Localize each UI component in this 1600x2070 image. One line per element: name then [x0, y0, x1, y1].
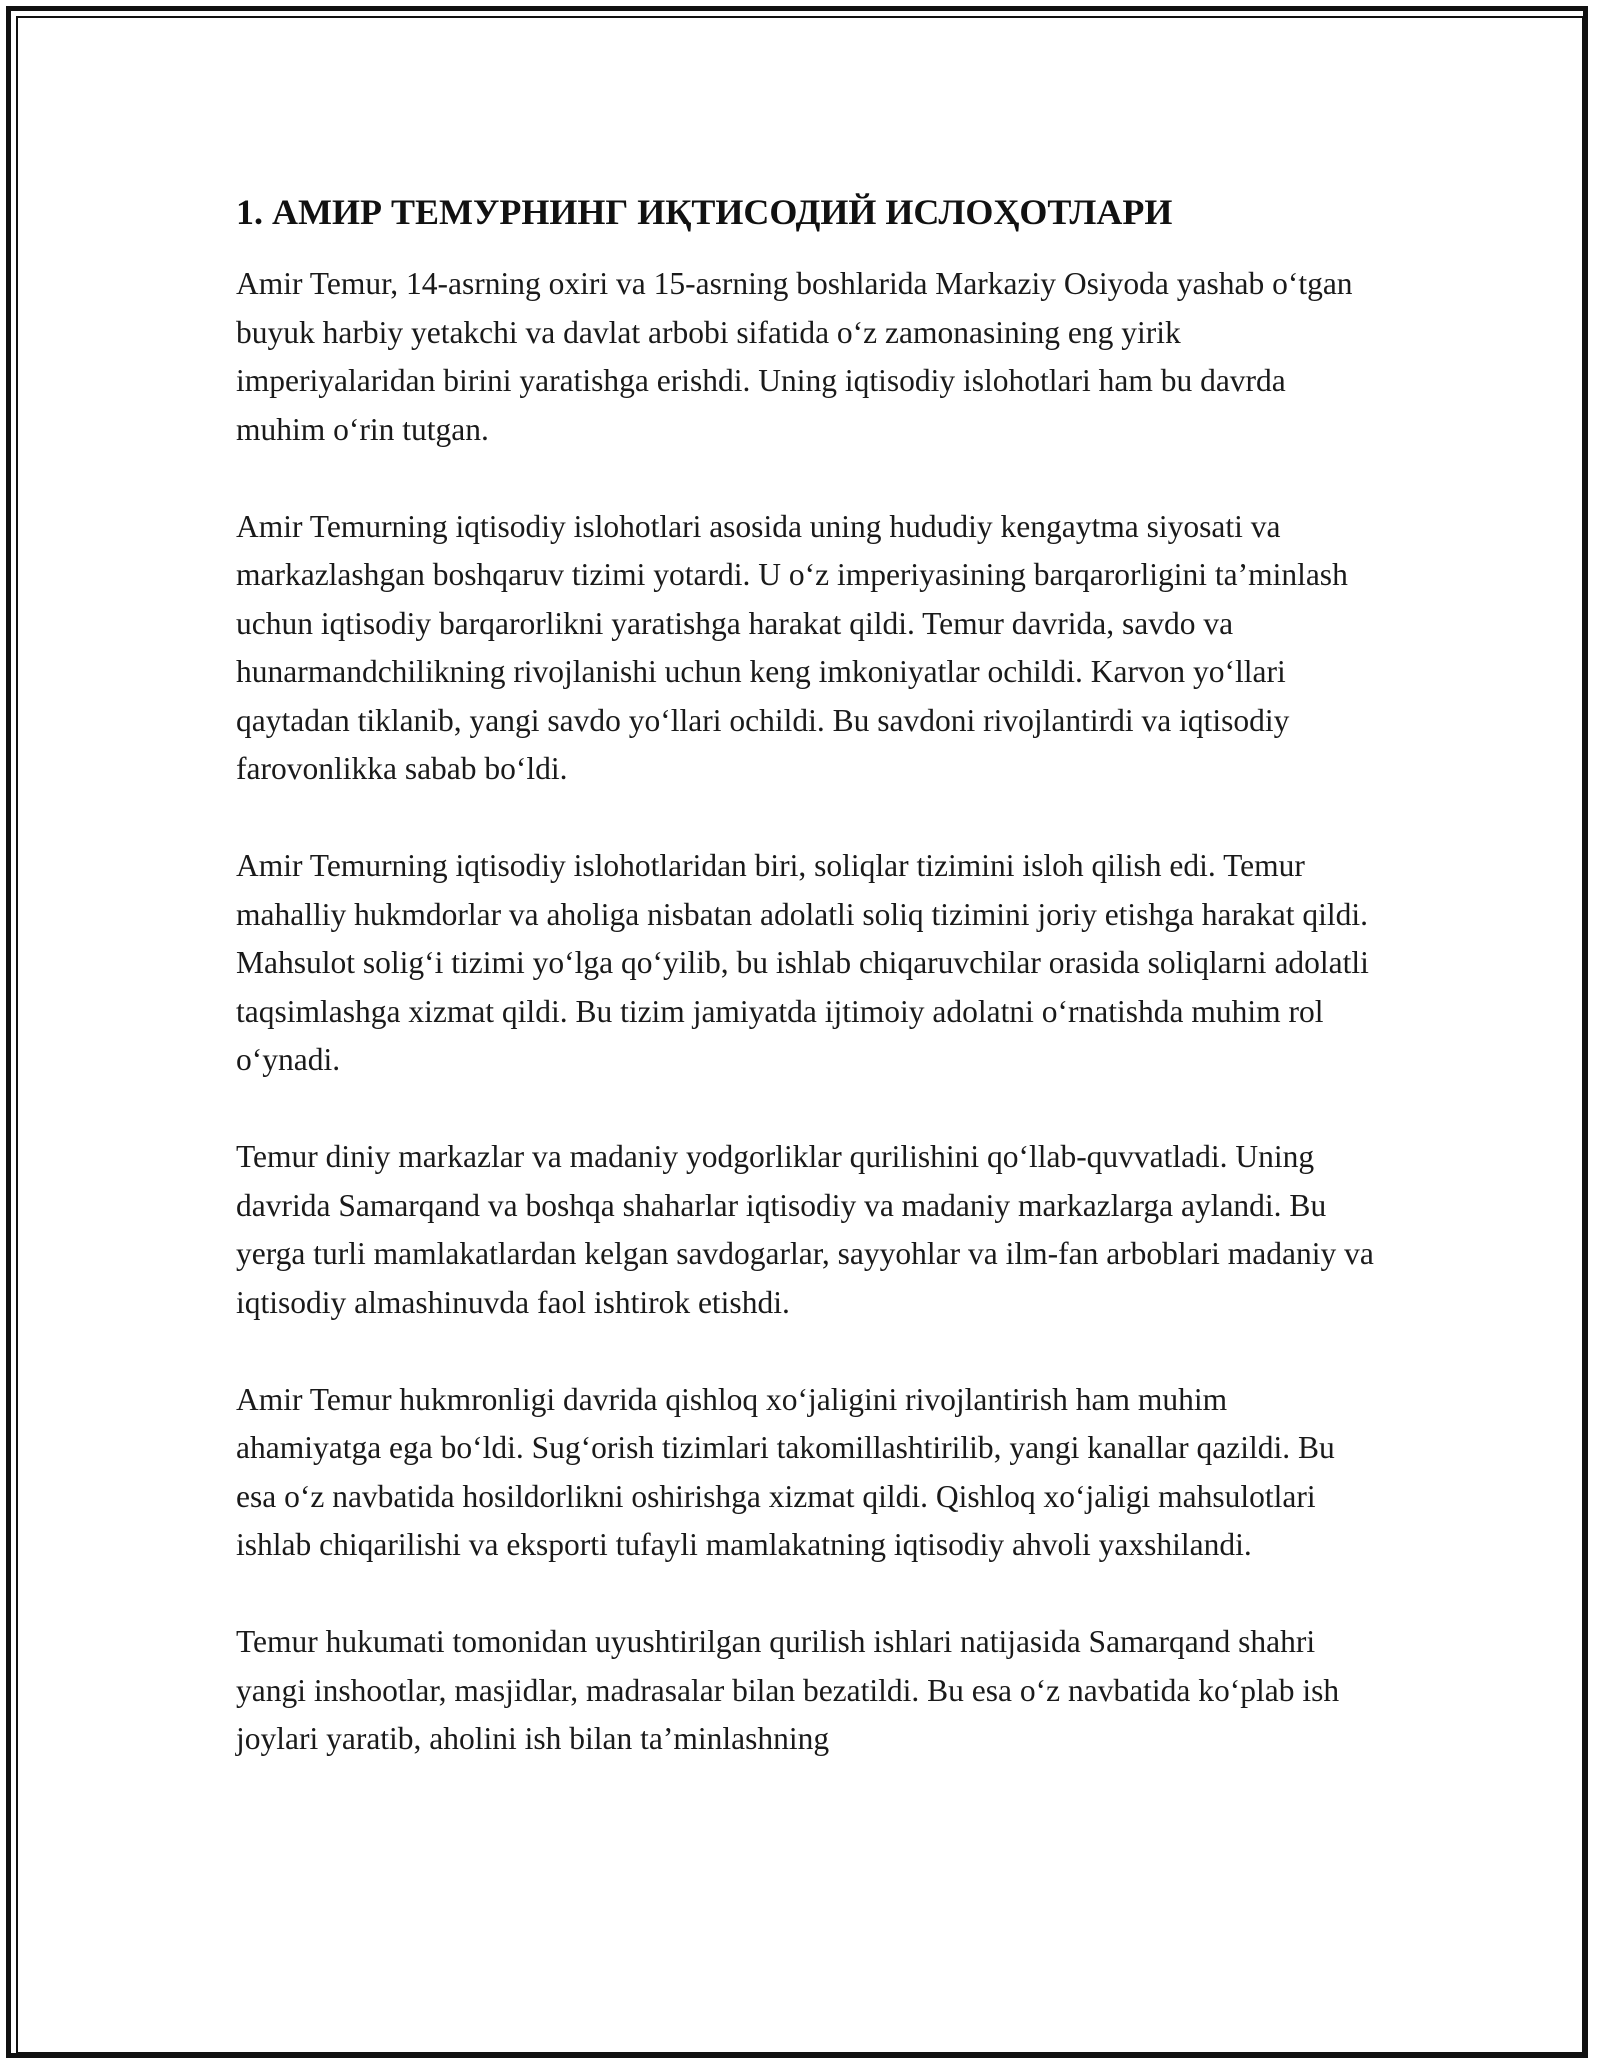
document-body — [236, 188, 1376, 1812]
document-title: 1. АМИР ТЕМУРНИНГ ИҚТИСОДИЙ ИСЛОҲОТЛАРИ — [236, 192, 1173, 232]
paragraph-6: Temur hukumati tomonidan uyushtirilgan qurilish ishlari natijasida Samarqand shahri yangi inshootlar, masjidlar, madrasalar bilan bezatildi. Bu esa o‘z navbatida ko‘plab ish joylari yaratib, aholini ish bilan ta’minlashning — [236, 1624, 1340, 1756]
paragraph-3: Amir Temurning iqtisodiy islohotlaridan biri, soliqlar tizimini isloh qilish edi. Temur mahalliy hukmdorlar va aholiga nisbatan adolatli soliq tizimini joriy etishga harakat qildi. Mahsulot solig‘i tizimi yo‘lga qo‘yilib, bu ishlab chiqaruvchilar orasida soliqlarni adolatli taqsimlashga xizmat qildi. Bu tizim jamiyatda ijtimoiy adolatni o‘rnatishda muhim rol o‘ynadi. — [236, 848, 1369, 1077]
paragraph-1: Amir Temur, 14-asrning oxiri va 15-asrning boshlarida Markaziy Osiyoda yashab o‘tgan buyuk harbiy yetakchi va davlat arbobi sifatida o‘z zamonasining eng yirik imperiyalaridan birini yaratishga erishdi. Uning iqtisodiy islohotlari ham bu davrda muhim o‘rin tutgan. — [236, 266, 1353, 447]
paragraph-4: Temur diniy markazlar va madaniy yodgorliklar qurilishini qo‘llab-quvvatladi. Uning davrida Samarqand va boshqa shaharlar iqtisodiy va madaniy markazlarga aylandi. Bu yerga turli mamlakatlardan kelgan savdogarlar, sayyohlar va ilm-fan arboblari madaniy va iqtisodiy almashinuvda faol ishtirok etishdi. — [236, 1139, 1374, 1320]
paragraph-5: Amir Temur hukmronligi davrida qishloq xo‘jaligini rivojlantirish ham muhim ahamiyatga ega bo‘ldi. Sug‘orish tizimlari takomillashtirilib, yangi kanallar qazildi. Bu esa o‘z navbatida hosildorlikni oshirishga xizmat qildi. Qishloq xo‘jaligi mahsulotlari ishlab chiqarilishi va eksporti tufayli mamlakatning iqtisodiy ahvoli yaxshilandi. — [236, 1381, 1335, 1562]
paragraph-2: Amir Temurning iqtisodiy islohotlari asosida uning hududiy kengaytma siyosati va markazlashgan boshqaruv tizimi yotardi. U o‘z imperiyasining barqarorligini ta’minlash uchun iqtisodiy barqarorlikni yaratishga harakat qildi. Temur davrida, savdo va hunarmandchilikning rivojlanishi uchun keng imkoniyatlar ochildi. Karvon yo‘llari qaytadan tiklanib, yangi savdo yo‘llari ochildi. Bu savdoni rivojlantirdi va iqtisodiy farovonlikka sabab bo‘ldi. — [236, 508, 1348, 786]
